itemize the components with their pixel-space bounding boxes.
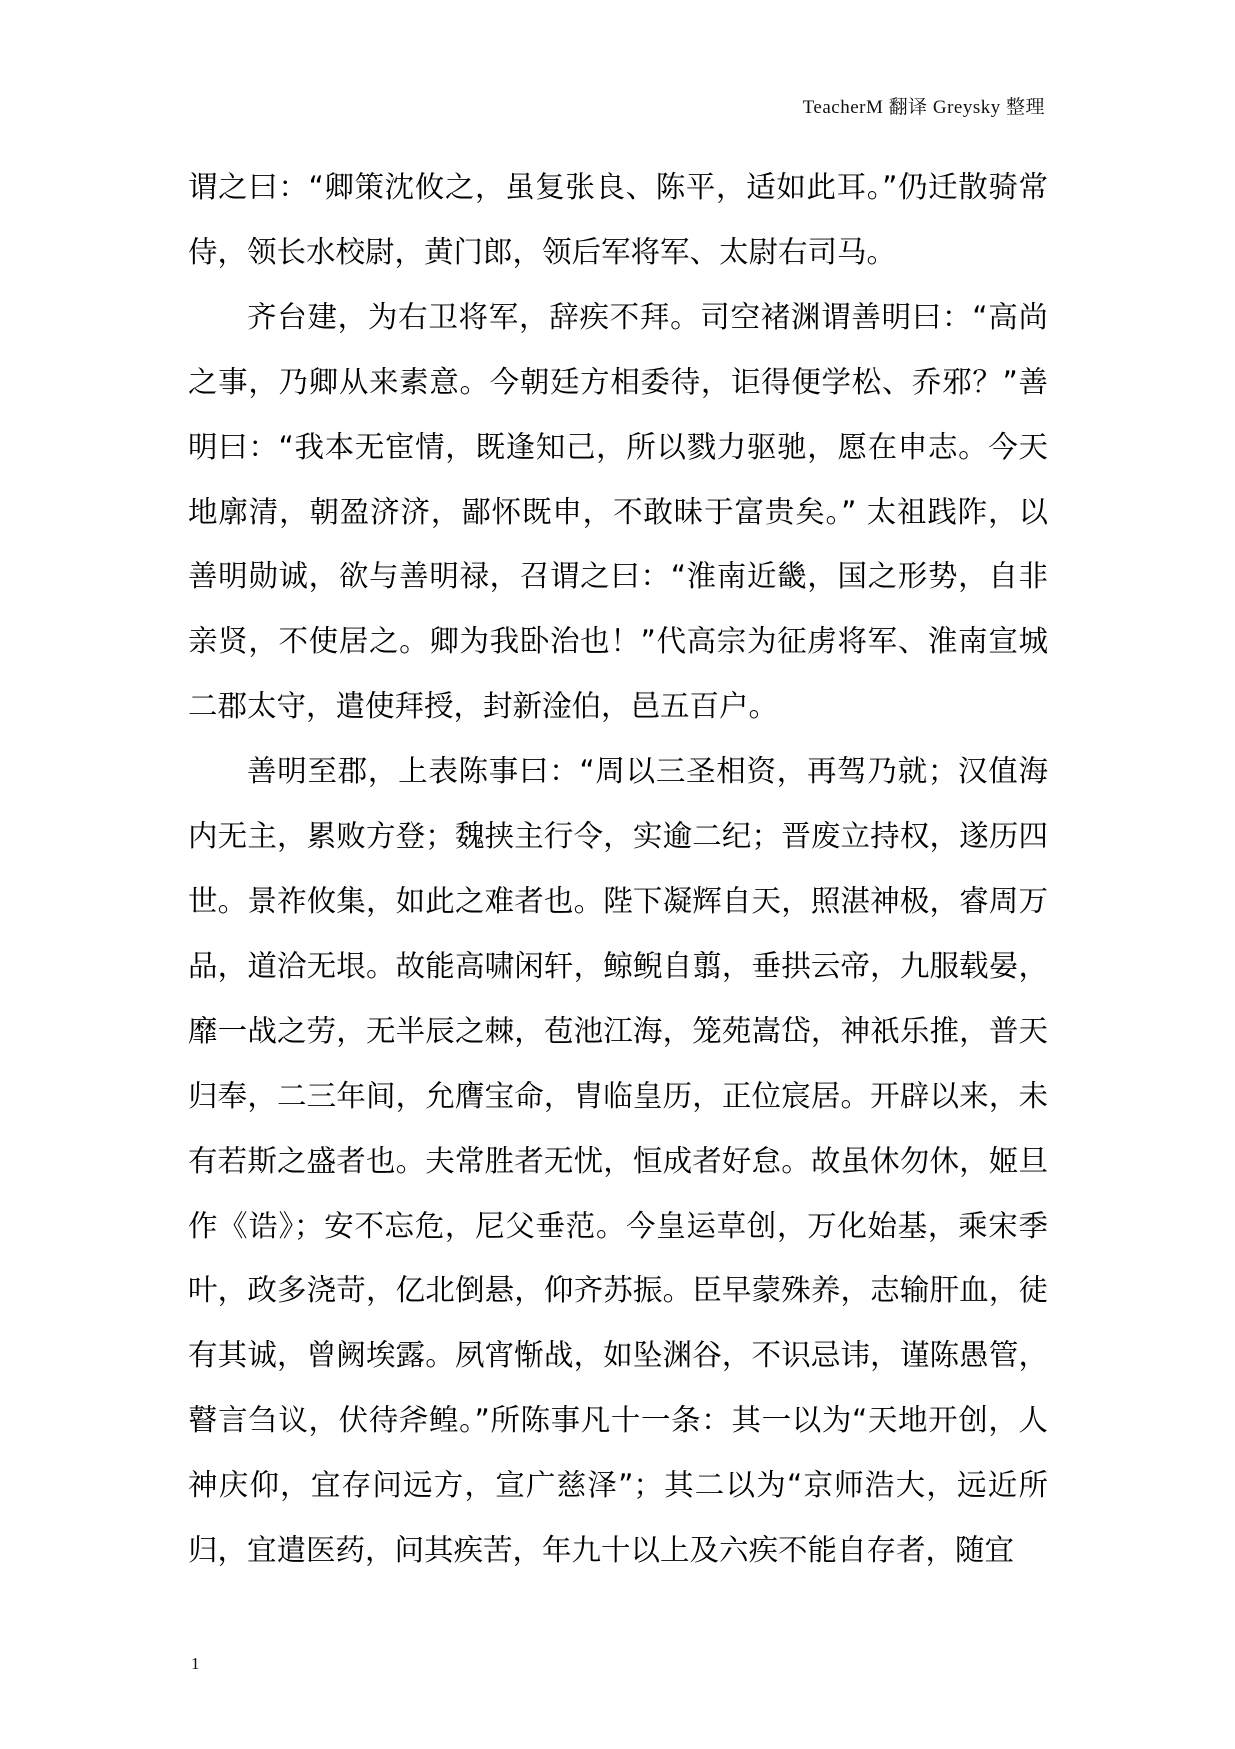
paragraph: 谓之曰：“卿策沈攸之，虽复张良、陈平，适如此耳。”仍迁散骑常侍，领长水校尉，黄门郎，领后军将军、太尉右司马。 — [188, 170, 1048, 269]
paragraph: 齐台建，为右卫将军，辞疾不拜。司空褚渊谓善明曰：“高尚之事，乃卿从来素意。今朝廷方相委待，讵得便学松、乔邪？”善明曰：“我本无宦情，既逢知己，所以戮力驱驰，愿在申志。今天地廓清，朝盈济济，鄙怀既申，不敢昧于富贵矣。” 太祖践阼，以善明勋诚，欲与善明禄，召谓之曰：“淮南近畿，国之形势，自非亲贤，不使居之。卿为我卧治也！”代高宗为征虏将军、淮南宣城二郡太守，遣使拜授，封新淦伯，邑五百户。 — [188, 299, 1048, 724]
document-body — [188, 155, 1048, 1583]
paragraph: 善明至郡，上表陈事曰：“周以三圣相资，再驾乃就；汉值海内无主，累败方登；魏挟主行令，实逾二纪；晋废立持权，遂历四世。景祚攸集，如此之难者也。陛下凝辉自天，照湛神极，睿周万品，道洽无垠。故能高啸闲轩，鲸鲵自翦，垂拱云帝，九服载晏，靡一战之劳，无半辰之棘，苞池江海，笼苑嵩岱，神祇乐推，普天归奉，二三年间，允膺宝命，胄临皇历，正位宸居。开辟以来，未有若斯之盛者也。夫常胜者无忧，恒成者好怠。故虽休勿休，姬旦作《诰》；安不忘危，尼父垂范。今皇运草创，万化始基，乘宋季叶，政多浇苛，亿北倒悬，仰齐苏振。臣早蒙殊养，志输肝血，徒有其诚，曾阙埃露。夙宵惭战，如坠渊谷，不识忌讳，谨陈愚管，瞽言刍议，伏待斧鳇。”所陈事凡十一条：其一以为“天地开创，人神庆仰，宜存问远方，宣广慈泽”；其二以为“京师浩大，远近所归，宜遣医药，问其疾苦，年九十以上及六疾不能自存者，随宜 — [188, 754, 1048, 1568]
page-header: TeacherM 翻译 Greysky 整理 — [802, 97, 1045, 118]
page-number: 1 — [191, 1654, 200, 1673]
